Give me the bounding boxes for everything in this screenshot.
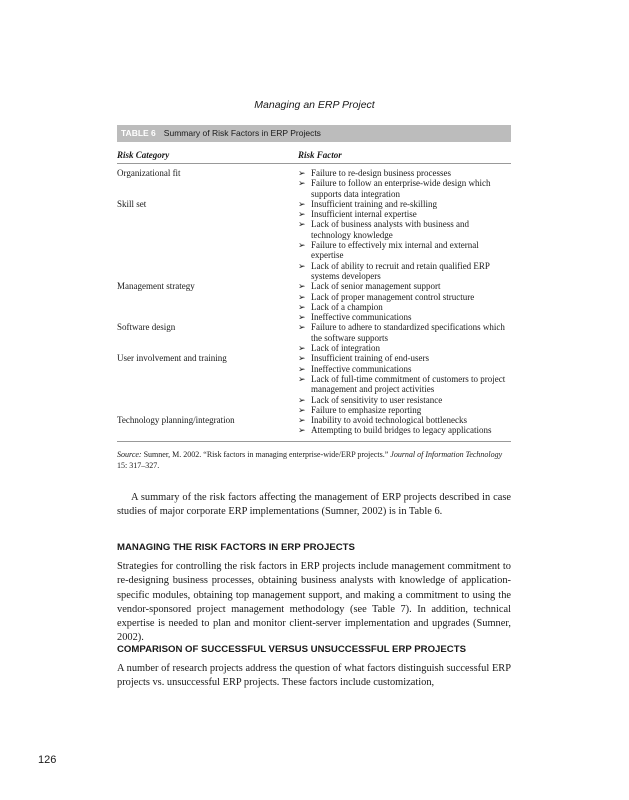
- arrow-bullet-icon: ➢: [298, 322, 306, 333]
- table-header: [117, 150, 511, 164]
- risk-factor-item: [298, 415, 511, 425]
- arrow-bullet-icon: ➢: [298, 198, 306, 209]
- section-heading-managing-risk: MANAGING THE RISK FACTORS IN ERP PROJECTS: [117, 542, 355, 553]
- arrow-bullet-icon: ➢: [298, 209, 306, 220]
- risk-factor-text: Lack of sensitivity to user resistance: [311, 394, 443, 405]
- arrow-bullet-icon: ➢: [298, 240, 306, 251]
- table-row: [117, 322, 511, 353]
- risk-factor-text: Failure to re-design business processes: [311, 168, 451, 178]
- source-label: Source:: [117, 450, 142, 459]
- risk-category: Software design: [117, 322, 176, 333]
- source-text: Sumner, M. 2002. “Risk factors in managing enterprise-wide/ERP projects.”: [141, 450, 391, 459]
- risk-factor-item: [298, 178, 511, 199]
- table-caption: [117, 125, 511, 142]
- page-number: 126: [38, 754, 57, 766]
- arrow-bullet-icon: ➢: [298, 301, 306, 312]
- paragraph-comparison: A number of research projects address the question of what factors distinguish successful ERP projects vs. unsuccessful ERP projects. These factors include customization,: [117, 663, 511, 689]
- risk-factor-text: Insufficient training and re-skilling: [311, 198, 438, 209]
- header-risk-category: Risk Category: [117, 150, 170, 160]
- header-risk-factor: Risk Factor: [298, 150, 342, 160]
- risk-factor-text: Insufficient training of end-users: [311, 353, 430, 364]
- risk-factor-item: [298, 425, 511, 435]
- risk-factors: [298, 322, 511, 353]
- risk-factor-text: Lack of senior management support: [311, 281, 441, 292]
- risk-factor-text: Inability to avoid technological bottlenecks: [311, 415, 467, 426]
- risk-factor-text: Failure to adhere to standardized specifications which the software supports: [311, 322, 505, 343]
- risk-factors: [298, 353, 511, 415]
- table-body: [117, 168, 511, 436]
- risk-factor-item: [298, 168, 511, 178]
- arrow-bullet-icon: ➢: [298, 168, 306, 178]
- table-number: TABLE 6: [121, 128, 156, 138]
- table-row: [117, 199, 511, 281]
- risk-factor-item: [298, 364, 511, 374]
- section-heading-comparison: COMPARISON OF SUCCESSFUL VERSUS UNSUCCESSFUL ERP PROJECTS: [117, 644, 466, 655]
- source-journal: Journal of Information Technology: [390, 450, 503, 459]
- risk-factor-item: [298, 199, 511, 209]
- risk-factors: [298, 168, 511, 199]
- risk-factor-text: Lack of a champion: [311, 301, 383, 312]
- arrow-bullet-icon: ➢: [298, 404, 306, 415]
- risk-category: Technology planning/integration: [117, 415, 235, 426]
- arrow-bullet-icon: ➢: [298, 373, 306, 384]
- arrow-bullet-icon: ➢: [298, 260, 306, 271]
- table-row: [117, 281, 511, 322]
- risk-factor-item: [298, 405, 511, 415]
- risk-factor-text: Lack of business analysts with business and technology knowledge: [311, 219, 469, 240]
- arrow-bullet-icon: ➢: [298, 394, 306, 405]
- risk-factor-item: [298, 322, 511, 343]
- risk-factor-text: Insufficient internal expertise: [311, 209, 417, 220]
- risk-factor-item: [298, 395, 511, 405]
- risk-factor-text: Lack of proper management control structure: [311, 291, 475, 302]
- risk-factors: [298, 415, 511, 436]
- arrow-bullet-icon: ➢: [298, 363, 306, 374]
- arrow-bullet-icon: ➢: [298, 219, 306, 230]
- risk-factor-text: Failure to effectively mix internal and external expertise: [311, 240, 479, 261]
- risk-factor-item: [298, 261, 511, 282]
- arrow-bullet-icon: ➢: [298, 312, 306, 323]
- arrow-bullet-icon: ➢: [298, 281, 306, 292]
- risk-category: Organizational fit: [117, 168, 181, 178]
- paragraph-summary: A summary of the risk factors affecting the management of ERP projects described in case studies of major corporate ERP implementations (Sumner, 2002) is in Table 6.: [117, 492, 511, 518]
- arrow-bullet-icon: ➢: [298, 178, 306, 189]
- risk-factor-item: [298, 302, 511, 312]
- risk-factor-text: Failure to emphasize reporting: [311, 404, 422, 415]
- table-bottom-rule: [117, 441, 511, 442]
- risk-factor-text: Attempting to build bridges to legacy applications: [311, 425, 492, 436]
- risk-factor-text: Failure to follow an enterprise-wide design which supports data integration: [311, 178, 491, 199]
- risk-factor-item: [298, 219, 511, 240]
- risk-factor-item: [298, 353, 511, 363]
- risk-factor-text: Lack of full-time commitment of customers to project management and project activities: [311, 373, 506, 395]
- risk-factor-item: [298, 240, 511, 261]
- paragraph-strategies: Strategies for controlling the risk factors in ERP projects include management commitment to re-designing business processes, obtaining business analysts with knowledge of application-specific modules, obtaining top management support, and making a commitment to using the vendor-sponsored project management methodology (see Table 7). In addition, technical expertise is needed to plan and monitor client-server implementation and upgrades (Sumner, 2002).: [117, 561, 511, 644]
- arrow-bullet-icon: ➢: [298, 415, 306, 426]
- table-source: [117, 449, 511, 471]
- risk-factor-text: Lack of integration: [311, 343, 380, 354]
- risk-factor-item: [298, 312, 511, 322]
- table-row: [117, 168, 511, 199]
- risk-factor-text: Ineffective communications: [311, 312, 412, 323]
- arrow-bullet-icon: ➢: [298, 353, 306, 364]
- risk-factors: [298, 199, 511, 281]
- risk-factors: [298, 281, 511, 322]
- risk-factor-item: [298, 209, 511, 219]
- arrow-bullet-icon: ➢: [298, 343, 306, 354]
- risk-factor-item: [298, 281, 511, 291]
- table-title: Summary of Risk Factors in ERP Projects: [163, 128, 321, 138]
- source-end: 15: 317–327.: [117, 461, 160, 470]
- risk-category: User involvement and training: [117, 353, 227, 364]
- arrow-bullet-icon: ➢: [298, 291, 306, 302]
- running-head: Managing an ERP Project: [254, 99, 375, 111]
- table-row: [117, 415, 511, 436]
- risk-category: Management strategy: [117, 281, 195, 292]
- risk-factor-text: Ineffective communications: [311, 363, 412, 374]
- table-row: [117, 353, 511, 415]
- risk-category: Skill set: [117, 198, 147, 209]
- arrow-bullet-icon: ➢: [298, 425, 306, 436]
- risk-factor-item: [298, 343, 511, 353]
- risk-factor-item: [298, 374, 511, 395]
- risk-factor-item: [298, 292, 511, 302]
- risk-factor-text: Lack of ability to recruit and retain qualified ERP systems developers: [311, 260, 490, 281]
